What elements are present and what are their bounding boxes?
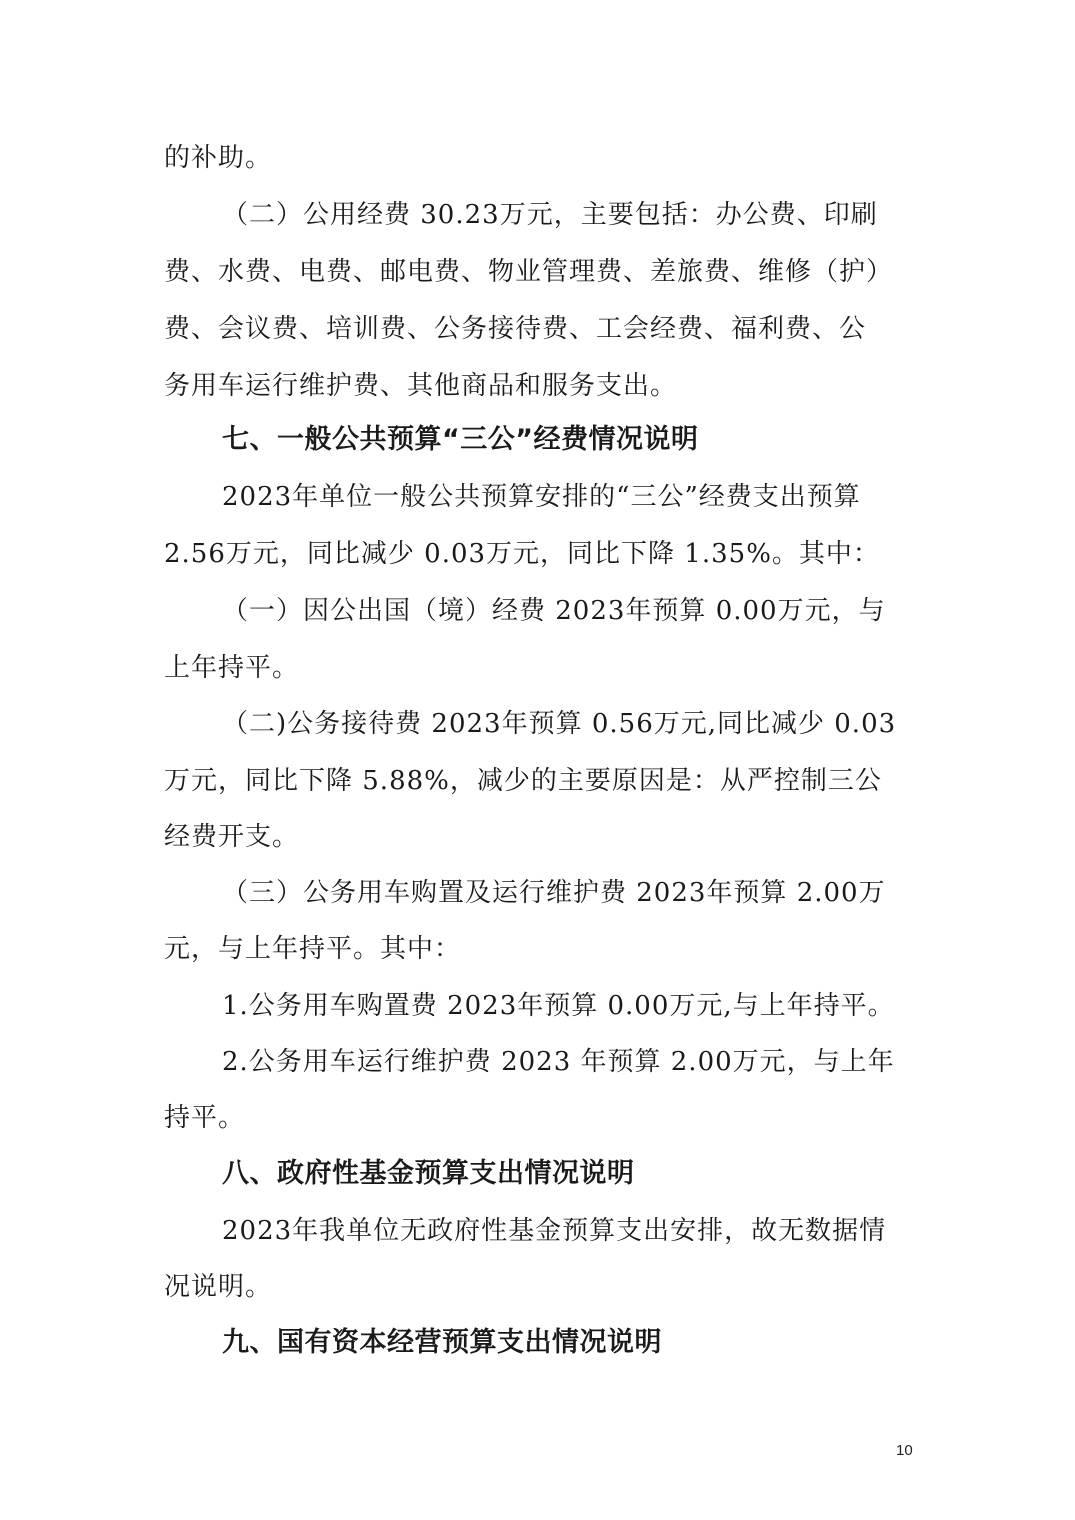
paragraph-line: （一）因公出国（境）经费 2023年预算 0.00万元，与 — [222, 596, 886, 626]
paragraph-line: （三）公务用车购置及运行维护费 2023年预算 2.00万 — [222, 878, 886, 908]
paragraph-line: 1.公务用车购置费 2023年预算 0.00万元,与上年持平。 — [222, 991, 895, 1021]
paragraph-line: （二）公用经费 30.23万元，主要包括：办公费、印刷 — [222, 200, 878, 230]
paragraph-line: 务用车运行维护费、其他商品和服务支出。 — [164, 371, 678, 401]
paragraph-line: 经费开支。 — [164, 822, 300, 852]
paragraph-line: 况说明。 — [164, 1272, 273, 1302]
paragraph-line: 费、会议费、培训费、公务接待费、工会经费、福利费、公 — [164, 314, 867, 344]
paragraph-line: （二)公务接待费 2023年预算 0.56万元,同比减少 0.03 — [222, 709, 897, 739]
paragraph-line: 费、水费、电费、邮电费、物业管理费、差旅费、维修（护） — [164, 257, 894, 287]
paragraph-line: 上年持平。 — [164, 653, 300, 683]
page-number: 10 — [896, 1442, 913, 1459]
paragraph-line: 元，与上年持平。其中： — [164, 934, 462, 964]
paragraph-line: 2.公务用车运行维护费 2023 年预算 2.00万元，与上年 — [222, 1047, 895, 1077]
paragraph-line: 持平。 — [164, 1103, 246, 1133]
section-heading-7: 七、一般公共预算“三公”经费情况说明 — [222, 424, 699, 455]
paragraph-line: 2.56万元，同比减少 0.03万元，同比下降 1.35%。其中： — [164, 539, 880, 569]
paragraph-line: 2023年单位一般公共预算安排的“三公”经费支出预算 — [222, 482, 861, 512]
section-heading-9: 九、国有资本经营预算支出情况说明 — [222, 1327, 662, 1358]
paragraph-line: 的补助。 — [164, 143, 273, 173]
section-heading-8: 八、政府性基金预算支出情况说明 — [222, 1158, 635, 1189]
paragraph-line: 2023年我单位无政府性基金预算支出安排，故无数据情 — [222, 1216, 887, 1246]
paragraph-line: 万元，同比下降 5.88%，减少的主要原因是：从严控制三公 — [164, 766, 882, 796]
